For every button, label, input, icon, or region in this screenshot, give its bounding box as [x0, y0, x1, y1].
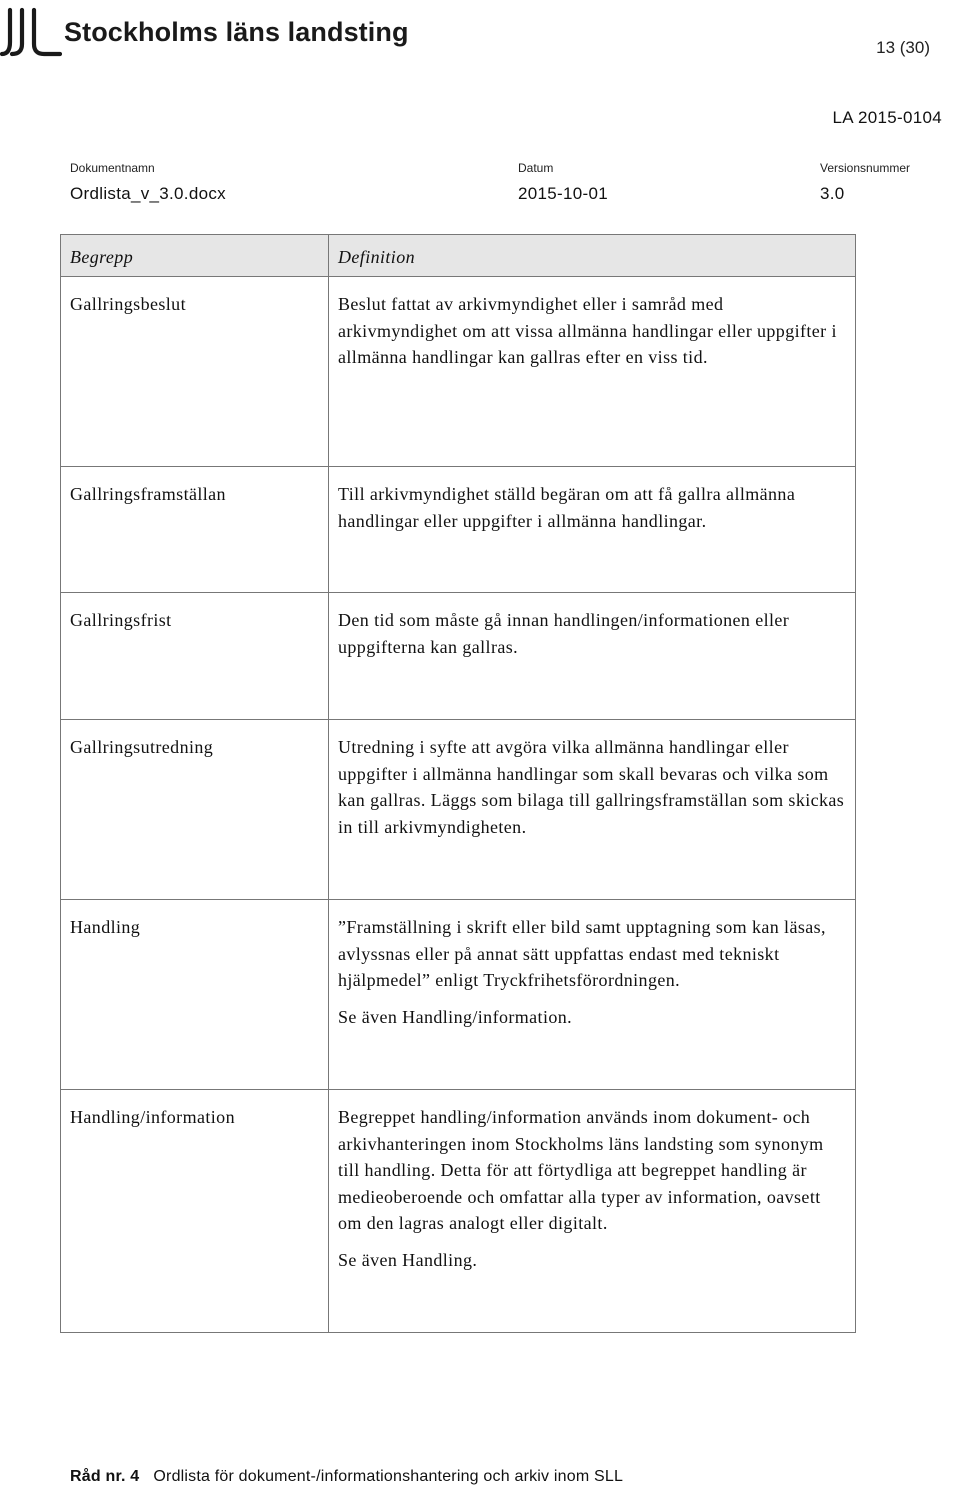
see-also-text: Se även Handling/information. [338, 1006, 573, 1027]
table-row [61, 900, 856, 1090]
term-cell: Gallringsframställan [61, 467, 329, 593]
definition-text: Utredning i syfte att avgöra vilka allmänna handlingar eller uppgifter i allmänna handlingar som skall bevaras och vilka som kan gallras. Läggs som bilaga till gallringsframställan som skickas in till arkivmyndigheten. [338, 737, 845, 837]
table-row [61, 277, 856, 467]
page-number: 13 (30) [876, 38, 930, 57]
table-row [61, 593, 856, 720]
document-id: LA 2015-0104 [832, 108, 942, 127]
terms-table [60, 234, 856, 1333]
table-row [61, 467, 856, 593]
footer-title: Ordlista för dokument-/informationshantering och arkiv inom SLL [153, 1468, 624, 1485]
logo-text: Stockholms läns landsting [64, 16, 409, 47]
sll-logo-mark-icon [0, 6, 62, 58]
definition-cell [329, 277, 856, 467]
term-cell: Gallringsfrist [61, 593, 329, 720]
definition-cell [329, 720, 856, 900]
term-cell: Handling [61, 900, 329, 1090]
definition-cell [329, 467, 856, 593]
definition-text: Beslut fattat av arkivmyndighet eller i samråd med arkivmyndighet om att vissa allmänna handlingar eller uppgifter i allmänna handlingar kan gallras efter en viss tid. [338, 294, 837, 367]
definition-text: ”Framställning i skrift eller bild samt upptagning som kan läsas, avlyssnas eller på annat sätt uppfattas endast med tekniskt hjälpmedel” enligt Tryckfrihetsförordningen. [338, 917, 826, 990]
table-header-row [61, 235, 856, 277]
definition-cell [329, 900, 856, 1090]
see-also-text: Se även Handling. [338, 1249, 478, 1270]
column-header-definition: Definition [329, 235, 856, 277]
term-cell: Gallringsbeslut [61, 277, 329, 467]
definition-text: Begreppet handling/information används inom dokument- och arkivhanteringen inom Stockholms läns landsting som synonym till handling. Detta för att förtydliga att begreppet handling är medieoberoende och omfattar alla typer av information, oavsett om den lagras analogt eller digitalt. [338, 1107, 824, 1233]
date-value: 2015-10-01 [518, 184, 608, 203]
sll-logo [0, 4, 409, 60]
version-label: Versionsnummer [820, 161, 911, 175]
term-cell: Handling/information [61, 1090, 329, 1333]
definition-text: Den tid som måste gå innan handlingen/informationen eller uppgifterna kan gallras. [338, 610, 790, 657]
doc-name-label: Dokumentnamn [70, 161, 155, 175]
footer-council-number: Råd nr. 4 [70, 1468, 140, 1485]
version-value: 3.0 [820, 184, 845, 203]
definition-cell [329, 1090, 856, 1333]
column-header-term: Begrepp [61, 235, 329, 277]
doc-name-value: Ordlista_v_3.0.docx [70, 184, 226, 203]
term-cell: Gallringsutredning [61, 720, 329, 900]
table-row [61, 720, 856, 900]
date-label: Datum [518, 161, 554, 175]
definition-cell [329, 593, 856, 720]
page-footer [70, 1468, 623, 1486]
table-row [61, 1090, 856, 1333]
definition-text: Till arkivmyndighet ställd begäran om att få gallra allmänna handlingar eller uppgifter i allmänna handlingar. [338, 484, 796, 531]
